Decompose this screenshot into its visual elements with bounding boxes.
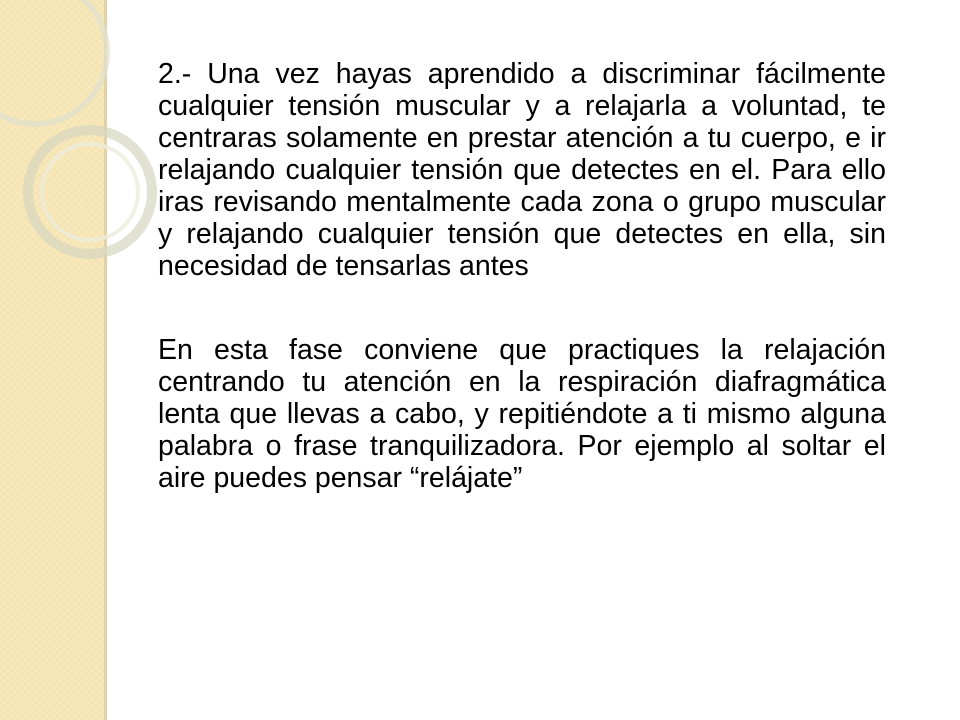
paragraph-step-2: 2.- Una vez hayas aprendido a discriminar fácilmente cualquier tensión muscular y a relajarla a voluntad, te centraras solamente en prestar atención a tu cuerpo, e ir relajando cualquier tensión que detectes en el. Para ello iras revisando mentalmente cada zona o grupo muscular y relajando cualquier tensión que detectes en ella, sin necesidad de tensarlas antes <box>158 58 886 282</box>
decorative-ring-inner <box>42 144 138 240</box>
slide-body <box>158 58 886 494</box>
decorative-ring-large <box>0 0 107 124</box>
paragraph-phase-note: En esta fase conviene que practiques la relajación centrando tu atención en la respiración diafragmática lenta que llevas a cabo, y repitiéndote a ti mismo alguna palabra o frase tranquilizadora. Por ejemplo al soltar el aire puedes pensar “relájate” <box>158 334 886 494</box>
decorative-ring-medium <box>28 130 152 254</box>
